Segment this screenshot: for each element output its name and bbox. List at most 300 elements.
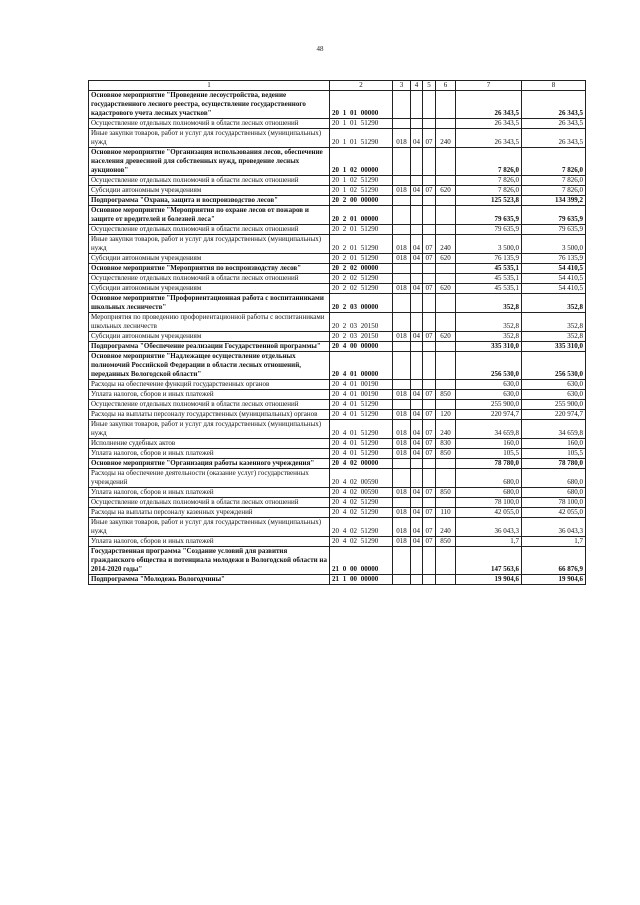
row-section-cell [411, 264, 423, 274]
row-amount-2018-cell: 3 500,0 [456, 235, 522, 254]
row-code-cell: 21 0 00 00000 [330, 547, 393, 575]
row-amount-2018-cell: 147 563,6 [456, 547, 522, 575]
row-code-cell: 20 4 02 00590 [330, 469, 393, 488]
row-name-cell: Основное мероприятие "Организация работы казенного учреждения" [89, 459, 330, 469]
row-amount-2019-cell: 7 826,0 [522, 176, 586, 186]
row-section-cell [411, 176, 423, 186]
row-subsection-cell [423, 498, 436, 508]
row-section-cell [411, 459, 423, 469]
row-name-cell: Субсидии автономным учреждениям [89, 284, 330, 294]
row-amount-2019-cell: 54 410,5 [522, 264, 586, 274]
row-expense-type-cell: 240 [436, 518, 456, 537]
row-code-cell: 20 2 03 20150 [330, 332, 393, 342]
row-subsection-cell [423, 274, 436, 284]
row-code-cell: 20 2 01 51290 [330, 235, 393, 254]
row-amount-2019-cell: 134 399,2 [522, 196, 586, 206]
row-amount-2018-cell: 78 100,0 [456, 498, 522, 508]
row-name-cell: Иные закупки товаров, работ и услуг для государственных (муниципальных) нужд [89, 518, 330, 537]
row-ministry-cell [393, 176, 411, 186]
row-amount-2019-cell: 1,7 [522, 537, 586, 547]
row-amount-2019-cell: 26 343,5 [522, 91, 586, 119]
table-row [89, 449, 586, 459]
row-ministry-cell [393, 575, 411, 585]
row-ministry-cell [393, 206, 411, 225]
row-amount-2019-cell: 352,8 [522, 332, 586, 342]
row-amount-2019-cell: 42 055,0 [522, 508, 586, 518]
row-section-cell: 04 [411, 410, 423, 420]
table-row [89, 488, 586, 498]
row-section-cell [411, 313, 423, 332]
row-ministry-cell [393, 498, 411, 508]
row-amount-2018-cell: 79 635,9 [456, 225, 522, 235]
row-expense-type-cell [436, 547, 456, 575]
row-amount-2018-cell: 255 900,0 [456, 400, 522, 410]
row-code-cell: 20 2 03 00000 [330, 294, 393, 313]
row-section-cell [411, 352, 423, 380]
row-section-cell [411, 225, 423, 235]
table-row [89, 439, 586, 449]
table-row [89, 575, 586, 585]
row-expense-type-cell: 240 [436, 420, 456, 439]
row-amount-2019-cell: 76 135,9 [522, 254, 586, 264]
row-expense-type-cell [436, 459, 456, 469]
table-row [89, 254, 586, 264]
row-ministry-cell: 018 [393, 449, 411, 459]
row-expense-type-cell [436, 176, 456, 186]
row-amount-2018-cell: 352,8 [456, 313, 522, 332]
row-subsection-cell [423, 196, 436, 206]
row-name-cell: Подпрограмма "Молодежь Вологодчины" [89, 575, 330, 585]
row-ministry-cell [393, 225, 411, 235]
row-amount-2019-cell: 7 826,0 [522, 186, 586, 196]
table-row [89, 400, 586, 410]
row-section-cell [411, 498, 423, 508]
row-expense-type-cell [436, 148, 456, 176]
row-ministry-cell: 018 [393, 235, 411, 254]
row-amount-2018-cell: 630,0 [456, 380, 522, 390]
row-amount-2018-cell: 220 974,7 [456, 410, 522, 420]
row-expense-type-cell [436, 498, 456, 508]
row-ministry-cell: 018 [393, 390, 411, 400]
row-subsection-cell [423, 176, 436, 186]
row-ministry-cell [393, 264, 411, 274]
row-name-cell: Осуществление отдельных полномочий в области лесных отношений [89, 119, 330, 129]
row-subsection-cell [423, 400, 436, 410]
row-code-cell: 20 1 01 51290 [330, 119, 393, 129]
row-subsection-cell [423, 547, 436, 575]
row-expense-type-cell: 850 [436, 390, 456, 400]
row-expense-type-cell: 620 [436, 332, 456, 342]
row-ministry-cell [393, 119, 411, 129]
row-amount-2018-cell: 7 826,0 [456, 148, 522, 176]
row-name-cell: Основное мероприятие "Мероприятия по охране лесов от пожаров и защите от вредителей и болезней леса" [89, 206, 330, 225]
row-subsection-cell [423, 352, 436, 380]
row-amount-2019-cell: 19 904,6 [522, 575, 586, 585]
row-code-cell: 20 4 01 51290 [330, 410, 393, 420]
row-code-cell: 20 4 01 51290 [330, 420, 393, 439]
row-ministry-cell [393, 91, 411, 119]
row-section-cell: 04 [411, 284, 423, 294]
row-name-cell: Уплата налогов, сборов и иных платежей [89, 390, 330, 400]
row-section-cell [411, 342, 423, 352]
table-row [89, 420, 586, 439]
row-amount-2018-cell: 26 343,5 [456, 91, 522, 119]
row-code-cell: 20 2 00 00000 [330, 196, 393, 206]
row-amount-2018-cell: 105,5 [456, 449, 522, 459]
row-code-cell: 20 4 02 51290 [330, 498, 393, 508]
row-amount-2019-cell: 78 780,0 [522, 459, 586, 469]
row-amount-2019-cell: 7 826,0 [522, 148, 586, 176]
row-expense-type-cell [436, 380, 456, 390]
row-ministry-cell: 018 [393, 439, 411, 449]
table-row [89, 186, 586, 196]
row-name-cell: Иные закупки товаров, работ и услуг для государственных (муниципальных) нужд [89, 235, 330, 254]
row-code-cell: 20 4 01 00190 [330, 390, 393, 400]
row-code-cell: 20 2 01 51290 [330, 254, 393, 264]
row-code-cell: 20 2 03 20150 [330, 313, 393, 332]
row-code-cell: 20 1 01 00000 [330, 91, 393, 119]
row-amount-2018-cell: 26 343,5 [456, 119, 522, 129]
table-row [89, 469, 586, 488]
row-expense-type-cell [436, 342, 456, 352]
row-subsection-cell: 07 [423, 449, 436, 459]
row-amount-2019-cell: 680,0 [522, 488, 586, 498]
row-subsection-cell: 07 [423, 235, 436, 254]
row-amount-2018-cell: 7 826,0 [456, 176, 522, 186]
table-row [89, 518, 586, 537]
table-row [89, 119, 586, 129]
row-amount-2019-cell: 66 876,9 [522, 547, 586, 575]
row-amount-2018-cell: 125 523,8 [456, 196, 522, 206]
row-amount-2019-cell: 220 974,7 [522, 410, 586, 420]
row-section-cell: 04 [411, 508, 423, 518]
row-amount-2018-cell: 26 343,5 [456, 129, 522, 148]
row-name-cell: Подпрограмма "Охрана, защита и воспроизводство лесов" [89, 196, 330, 206]
row-expense-type-cell [436, 400, 456, 410]
row-expense-type-cell: 620 [436, 284, 456, 294]
row-code-cell: 20 2 01 00000 [330, 206, 393, 225]
row-expense-type-cell [436, 264, 456, 274]
row-subsection-cell [423, 342, 436, 352]
row-code-cell: 20 4 02 51290 [330, 508, 393, 518]
row-ministry-cell [393, 313, 411, 332]
row-amount-2019-cell: 3 500,0 [522, 235, 586, 254]
row-amount-2018-cell: 42 055,0 [456, 508, 522, 518]
row-ministry-cell [393, 547, 411, 575]
row-ministry-cell [393, 459, 411, 469]
row-code-cell: 20 1 02 51290 [330, 176, 393, 186]
row-section-cell: 04 [411, 518, 423, 537]
row-expense-type-cell: 620 [436, 254, 456, 264]
row-section-cell [411, 196, 423, 206]
row-name-cell: Осуществление отдельных полномочий в области лесных отношений [89, 225, 330, 235]
row-name-cell: Основное мероприятие "Надлежащее осуществление отдельных полномочий Российской Федерации в области лесных отношений, переданных Вологодской области" [89, 352, 330, 380]
row-code-cell: 21 1 00 00000 [330, 575, 393, 585]
row-ministry-cell [393, 380, 411, 390]
row-expense-type-cell [436, 91, 456, 119]
row-expense-type-cell [436, 119, 456, 129]
row-section-cell: 04 [411, 449, 423, 459]
row-code-cell: 20 2 01 51290 [330, 225, 393, 235]
table-row [89, 352, 586, 380]
row-amount-2019-cell: 160,0 [522, 439, 586, 449]
row-name-cell: Основное мероприятие "Профориентационная работа с воспитанниками школьных лесничеств" [89, 294, 330, 313]
row-subsection-cell [423, 380, 436, 390]
row-name-cell: Осуществление отдельных полномочий в области лесных отношений [89, 498, 330, 508]
row-amount-2018-cell: 352,8 [456, 294, 522, 313]
row-name-cell: Расходы на выплаты персоналу казенных учреждений [89, 508, 330, 518]
header-row [89, 81, 586, 91]
table-row [89, 235, 586, 254]
row-ministry-cell: 018 [393, 537, 411, 547]
row-code-cell: 20 1 01 51290 [330, 129, 393, 148]
row-code-cell: 20 4 02 00000 [330, 459, 393, 469]
row-amount-2019-cell: 680,0 [522, 469, 586, 488]
row-amount-2018-cell: 160,0 [456, 439, 522, 449]
row-section-cell: 04 [411, 129, 423, 148]
row-expense-type-cell [436, 196, 456, 206]
row-expense-type-cell: 850 [436, 449, 456, 459]
row-expense-type-cell: 110 [436, 508, 456, 518]
row-amount-2018-cell: 36 043,3 [456, 518, 522, 537]
row-subsection-cell [423, 206, 436, 225]
row-ministry-cell [393, 469, 411, 488]
row-subsection-cell [423, 294, 436, 313]
row-expense-type-cell: 240 [436, 235, 456, 254]
row-section-cell: 04 [411, 235, 423, 254]
row-subsection-cell [423, 313, 436, 332]
row-name-cell: Расходы на обеспечение деятельности (оказание услуг) государственных учреждений [89, 469, 330, 488]
row-code-cell: 20 4 01 00000 [330, 352, 393, 380]
row-subsection-cell: 07 [423, 439, 436, 449]
header-cell: 8 [522, 81, 586, 91]
row-subsection-cell: 07 [423, 254, 436, 264]
row-amount-2019-cell: 335 310,0 [522, 342, 586, 352]
row-expense-type-cell [436, 352, 456, 380]
header-cell: 6 [436, 81, 456, 91]
row-section-cell: 04 [411, 254, 423, 264]
table-row [89, 274, 586, 284]
row-ministry-cell: 018 [393, 332, 411, 342]
row-amount-2018-cell: 79 635,9 [456, 206, 522, 225]
table-row [89, 294, 586, 313]
row-amount-2018-cell: 335 310,0 [456, 342, 522, 352]
row-section-cell: 04 [411, 390, 423, 400]
row-name-cell: Иные закупки товаров, работ и услуг для государственных (муниципальных) нужд [89, 420, 330, 439]
row-ministry-cell: 018 [393, 420, 411, 439]
row-subsection-cell: 07 [423, 508, 436, 518]
row-ministry-cell [393, 400, 411, 410]
row-subsection-cell [423, 459, 436, 469]
row-amount-2018-cell: 78 780,0 [456, 459, 522, 469]
row-code-cell: 20 2 02 51290 [330, 274, 393, 284]
row-section-cell [411, 119, 423, 129]
row-code-cell: 20 4 01 00190 [330, 380, 393, 390]
row-expense-type-cell [436, 225, 456, 235]
row-section-cell: 04 [411, 186, 423, 196]
row-name-cell: Осуществление отдельных полномочий в области лесных отношений [89, 274, 330, 284]
row-section-cell [411, 148, 423, 176]
row-amount-2018-cell: 34 659,8 [456, 420, 522, 439]
row-amount-2019-cell: 26 343,5 [522, 129, 586, 148]
row-expense-type-cell [436, 206, 456, 225]
row-amount-2019-cell: 630,0 [522, 380, 586, 390]
row-subsection-cell: 07 [423, 332, 436, 342]
row-expense-type-cell [436, 294, 456, 313]
table-row [89, 148, 586, 176]
row-section-cell [411, 400, 423, 410]
row-code-cell: 20 2 02 00000 [330, 264, 393, 274]
row-expense-type-cell [436, 274, 456, 284]
header-cell: 3 [393, 81, 411, 91]
row-name-cell: Расходы на выплаты персоналу государственных (муниципальных) органов [89, 410, 330, 420]
row-expense-type-cell: 830 [436, 439, 456, 449]
row-section-cell [411, 380, 423, 390]
row-amount-2019-cell: 34 659,8 [522, 420, 586, 439]
row-code-cell: 20 2 02 51290 [330, 284, 393, 294]
table-row [89, 332, 586, 342]
row-ministry-cell [393, 274, 411, 284]
row-name-cell: Основное мероприятие "Проведение лесоустройства, ведение государственного лесного реестра, осуществление государственного кадастрового учета лесных участков" [89, 91, 330, 119]
row-ministry-cell [393, 352, 411, 380]
row-ministry-cell [393, 148, 411, 176]
row-amount-2018-cell: 45 535,1 [456, 274, 522, 284]
row-subsection-cell: 07 [423, 420, 436, 439]
row-name-cell: Подпрограмма "Обеспечение реализации Государственной программы" [89, 342, 330, 352]
row-code-cell: 20 4 02 51290 [330, 537, 393, 547]
row-amount-2018-cell: 352,8 [456, 332, 522, 342]
row-ministry-cell: 018 [393, 254, 411, 264]
row-name-cell: Субсидии автономным учреждениям [89, 254, 330, 264]
table-row [89, 508, 586, 518]
table-row [89, 459, 586, 469]
table-row [89, 313, 586, 332]
header-cell: 2 [330, 81, 393, 91]
row-amount-2019-cell: 36 043,3 [522, 518, 586, 537]
row-amount-2018-cell: 76 135,9 [456, 254, 522, 264]
row-subsection-cell [423, 225, 436, 235]
row-name-cell: Основное мероприятие "Мероприятия по воспроизводству лесов" [89, 264, 330, 274]
row-name-cell: Субсидии автономным учреждениям [89, 186, 330, 196]
row-subsection-cell: 07 [423, 537, 436, 547]
row-subsection-cell [423, 264, 436, 274]
row-section-cell: 04 [411, 439, 423, 449]
row-section-cell [411, 274, 423, 284]
row-amount-2019-cell: 256 530,0 [522, 352, 586, 380]
row-section-cell [411, 294, 423, 313]
row-subsection-cell [423, 575, 436, 585]
row-section-cell [411, 547, 423, 575]
row-expense-type-cell [436, 469, 456, 488]
row-ministry-cell: 018 [393, 129, 411, 148]
row-amount-2018-cell: 19 904,6 [456, 575, 522, 585]
row-code-cell: 20 4 00 00000 [330, 342, 393, 352]
row-name-cell: Основное мероприятие "Организация использования лесов, обеспечение населения древесиной для собственных нужд, проведение лесных аукционов" [89, 148, 330, 176]
row-amount-2019-cell: 105,5 [522, 449, 586, 459]
row-name-cell: Уплата налогов, сборов и иных платежей [89, 449, 330, 459]
row-expense-type-cell [436, 575, 456, 585]
row-subsection-cell [423, 119, 436, 129]
row-expense-type-cell: 850 [436, 488, 456, 498]
table-row [89, 196, 586, 206]
row-expense-type-cell: 240 [436, 129, 456, 148]
row-expense-type-cell: 120 [436, 410, 456, 420]
table-row [89, 206, 586, 225]
row-amount-2019-cell: 26 343,5 [522, 119, 586, 129]
row-code-cell: 20 1 02 51290 [330, 186, 393, 196]
row-amount-2018-cell: 256 530,0 [456, 352, 522, 380]
table-row [89, 498, 586, 508]
table-row [89, 380, 586, 390]
row-expense-type-cell: 850 [436, 537, 456, 547]
row-ministry-cell: 018 [393, 508, 411, 518]
row-amount-2019-cell: 78 100,0 [522, 498, 586, 508]
table-row [89, 547, 586, 575]
table-row [89, 264, 586, 274]
table-row [89, 342, 586, 352]
row-subsection-cell: 07 [423, 488, 436, 498]
row-amount-2019-cell: 630,0 [522, 390, 586, 400]
row-section-cell: 04 [411, 420, 423, 439]
budget-table [88, 80, 586, 585]
row-amount-2019-cell: 54 410,5 [522, 284, 586, 294]
row-amount-2019-cell: 255 900,0 [522, 400, 586, 410]
table-row [89, 129, 586, 148]
row-amount-2019-cell: 352,8 [522, 294, 586, 313]
row-amount-2018-cell: 7 826,0 [456, 186, 522, 196]
row-ministry-cell: 018 [393, 410, 411, 420]
row-subsection-cell: 07 [423, 410, 436, 420]
row-ministry-cell [393, 196, 411, 206]
row-subsection-cell: 07 [423, 186, 436, 196]
row-amount-2018-cell: 630,0 [456, 390, 522, 400]
row-section-cell [411, 575, 423, 585]
row-subsection-cell: 07 [423, 129, 436, 148]
row-amount-2019-cell: 79 635,9 [522, 225, 586, 235]
table-row [89, 225, 586, 235]
row-amount-2018-cell: 680,0 [456, 469, 522, 488]
header-cell: 5 [423, 81, 436, 91]
row-name-cell: Исполнение судебных актов [89, 439, 330, 449]
row-name-cell: Субсидии автономным учреждениям [89, 332, 330, 342]
row-ministry-cell [393, 294, 411, 313]
header-cell: 7 [456, 81, 522, 91]
row-ministry-cell: 018 [393, 488, 411, 498]
row-name-cell: Государственная программа "Создание условий для развития гражданского общества и потенциала молодежи в Вологодской области на 2014-2020 годы" [89, 547, 330, 575]
row-name-cell: Уплата налогов, сборов и иных платежей [89, 537, 330, 547]
row-subsection-cell [423, 148, 436, 176]
row-ministry-cell: 018 [393, 284, 411, 294]
row-ministry-cell [393, 342, 411, 352]
row-ministry-cell: 018 [393, 186, 411, 196]
row-ministry-cell: 018 [393, 518, 411, 537]
row-amount-2018-cell: 1,7 [456, 537, 522, 547]
row-code-cell: 20 4 01 51290 [330, 439, 393, 449]
row-section-cell: 04 [411, 537, 423, 547]
row-name-cell: Мероприятия по проведению профориентационной работы с воспитанниками школьных лесничеств [89, 313, 330, 332]
row-name-cell: Уплата налогов, сборов и иных платежей [89, 488, 330, 498]
row-amount-2018-cell: 680,0 [456, 488, 522, 498]
table-row [89, 390, 586, 400]
table-row [89, 176, 586, 186]
row-amount-2019-cell: 352,8 [522, 313, 586, 332]
header-cell: 4 [411, 81, 423, 91]
table-row [89, 91, 586, 119]
table-row [89, 537, 586, 547]
table-row [89, 284, 586, 294]
row-section-cell [411, 91, 423, 119]
row-section-cell: 04 [411, 332, 423, 342]
